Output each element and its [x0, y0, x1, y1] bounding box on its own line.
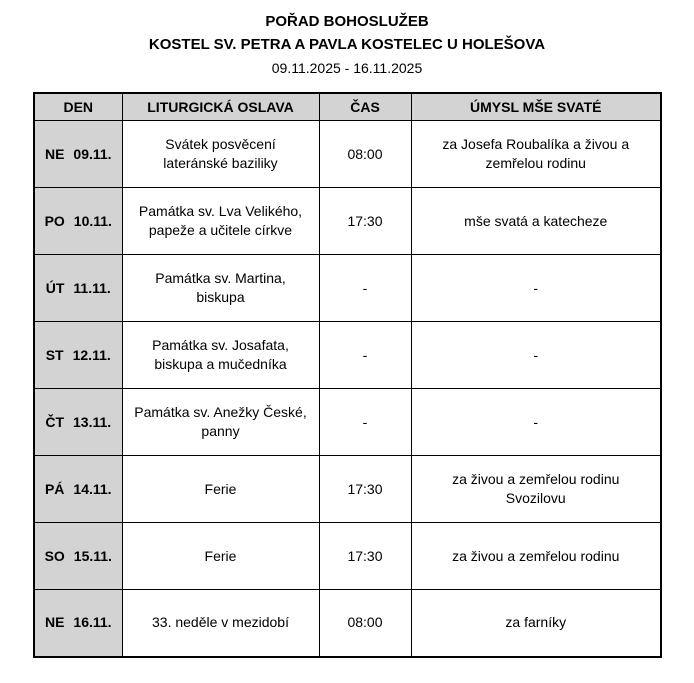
- intention-cell: -: [411, 389, 661, 456]
- time-cell: -: [319, 255, 411, 322]
- day-cell: [34, 188, 122, 255]
- column-header-liturgicka-oslava: LITURGICKÁ OSLAVA: [122, 93, 319, 121]
- time-cell: 17:30: [319, 523, 411, 590]
- day-cell: [34, 456, 122, 523]
- day-abbreviation: ST: [45, 346, 64, 363]
- day-date: 16.11.: [73, 614, 112, 631]
- intention-cell: mše svatá a katecheze: [411, 188, 661, 255]
- day-abbreviation: PÁ: [44, 480, 65, 497]
- time-cell: 17:30: [319, 456, 411, 523]
- table-row: [34, 255, 661, 322]
- column-header-den: DEN: [34, 93, 122, 121]
- intention-cell: za živou a zemřelou rodinu: [411, 523, 661, 590]
- column-header-umysl: ÚMYSL MŠE SVATÉ: [411, 93, 661, 121]
- day-cell: [34, 322, 122, 389]
- church-name: KOSTEL SV. PETRA A PAVLA KOSTELEC U HOLEŠOVA: [148, 35, 546, 53]
- intention-cell: za živou a zemřelou rodinu Svozilovu: [411, 456, 661, 523]
- day-date: 15.11.: [73, 547, 112, 564]
- document-header: [0, 0, 694, 76]
- day-date: 14.11.: [73, 480, 112, 497]
- day-abbreviation: SO: [44, 547, 65, 564]
- table-row: [34, 456, 661, 523]
- day-cell: [34, 523, 122, 590]
- day-abbreviation: NE: [44, 145, 65, 162]
- date-range: 09.11.2025 - 16.11.2025: [271, 60, 423, 76]
- column-header-cas: ČAS: [319, 93, 411, 121]
- celebration-cell: Památka sv. Anežky České, panny: [122, 389, 319, 456]
- day-date: 11.11.: [73, 279, 111, 296]
- day-date: 09.11.: [73, 145, 112, 162]
- intention-cell: -: [411, 322, 661, 389]
- day-abbreviation: ÚT: [45, 279, 65, 296]
- day-abbreviation: ČT: [45, 413, 64, 430]
- day-abbreviation: PO: [44, 212, 65, 229]
- table-row: [34, 322, 661, 389]
- day-date: 10.11.: [73, 212, 112, 229]
- day-date: 13.11.: [73, 413, 112, 430]
- celebration-cell: Svátek posvěcení lateránské baziliky: [122, 121, 319, 188]
- time-cell: 08:00: [319, 121, 411, 188]
- table-row: [34, 121, 661, 188]
- time-cell: -: [319, 322, 411, 389]
- table-row: [34, 590, 661, 657]
- mass-schedule-table: [33, 92, 662, 658]
- day-cell: [34, 590, 122, 657]
- time-cell: -: [319, 389, 411, 456]
- table-row: [34, 523, 661, 590]
- day-cell: [34, 121, 122, 188]
- intention-cell: -: [411, 255, 661, 322]
- intention-cell: za farníky: [411, 590, 661, 657]
- day-abbreviation: NE: [44, 614, 65, 631]
- time-cell: 08:00: [319, 590, 411, 657]
- day-cell: [34, 255, 122, 322]
- table-header-row: [34, 93, 661, 121]
- celebration-cell: Ferie: [122, 456, 319, 523]
- day-date: 12.11.: [72, 346, 111, 363]
- table-row: [34, 188, 661, 255]
- celebration-cell: 33. neděle v mezidobí: [122, 590, 319, 657]
- time-cell: 17:30: [319, 188, 411, 255]
- page-title: POŘAD BOHOSLUŽEB: [265, 13, 429, 30]
- celebration-cell: Ferie: [122, 523, 319, 590]
- celebration-cell: Památka sv. Josafata, biskupa a mučedníka: [122, 322, 319, 389]
- celebration-cell: Památka sv. Martina, biskupa: [122, 255, 319, 322]
- day-cell: [34, 389, 122, 456]
- table-row: [34, 389, 661, 456]
- celebration-cell: Památka sv. Lva Velikého, papeže a učitele církve: [122, 188, 319, 255]
- intention-cell: za Josefa Roubalíka a živou a zemřelou rodinu: [411, 121, 661, 188]
